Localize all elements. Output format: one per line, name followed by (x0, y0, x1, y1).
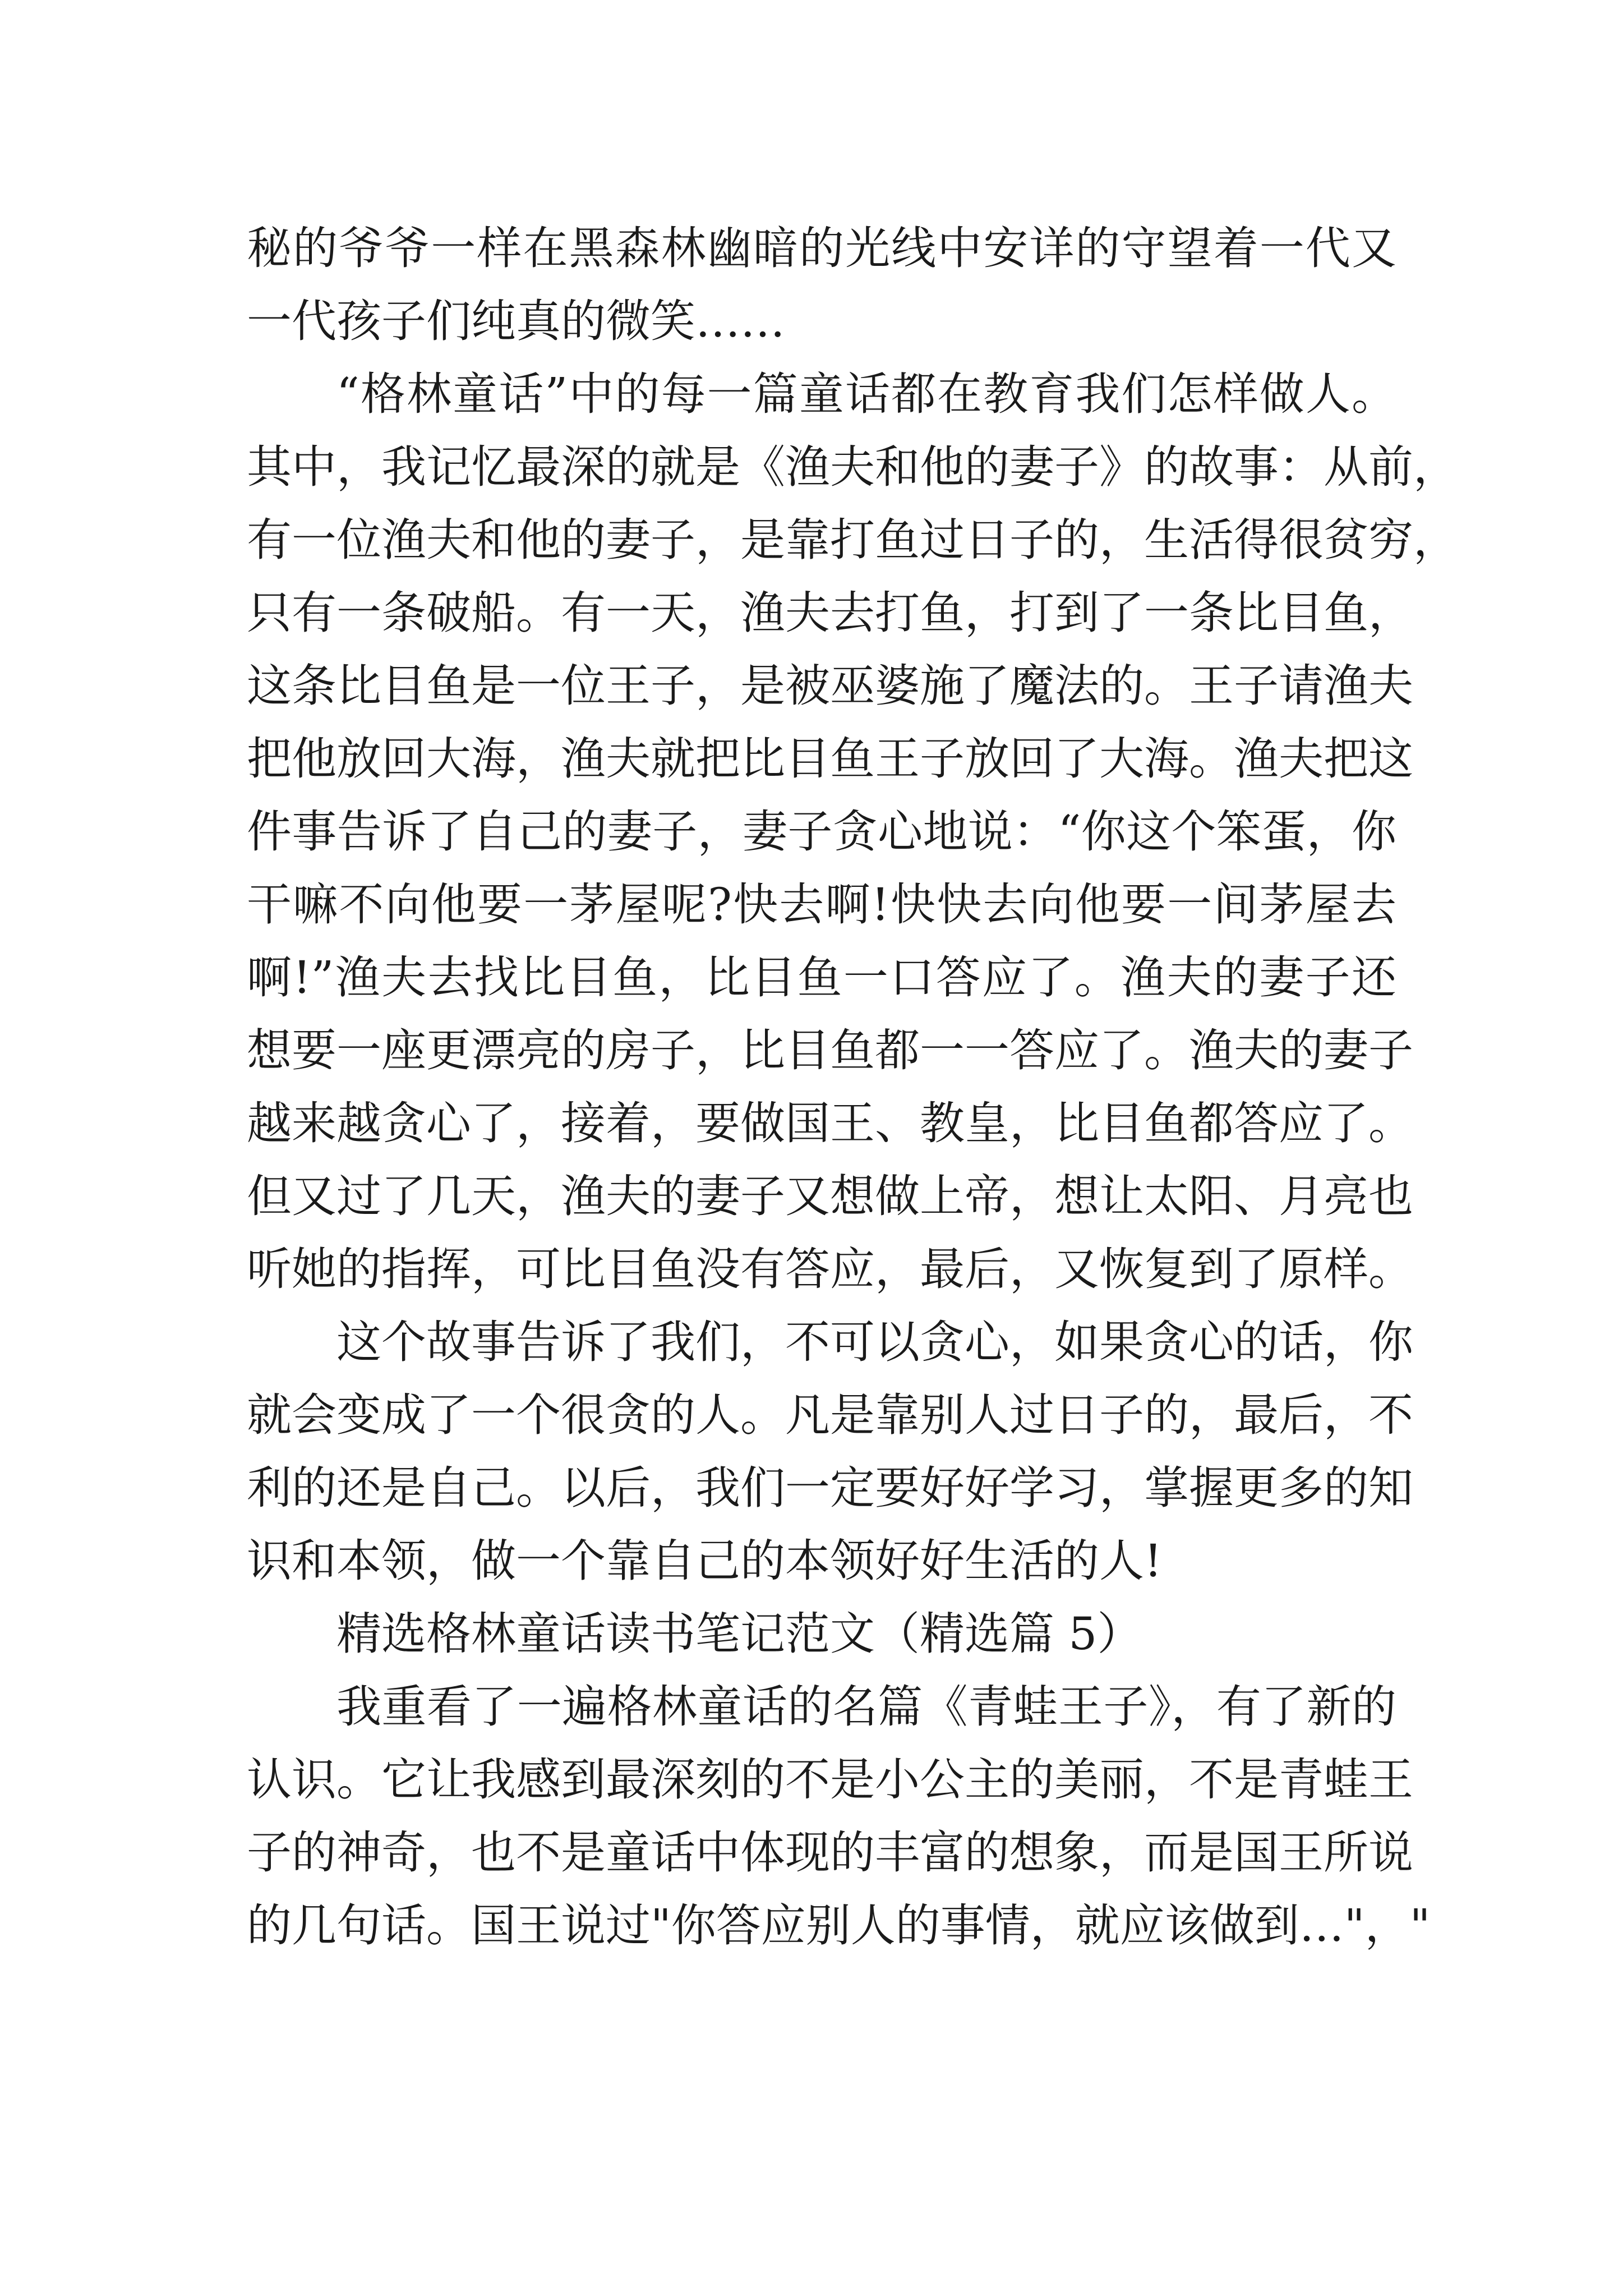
section-heading: 精选格林童话读书笔记范文（精选篇 5） (336, 1608, 1142, 1660)
text-line: 啊!”渔夫去找比目鱼，比目鱼一口答应了。渔夫的妻子还 (247, 951, 1396, 1004)
text-line: 只有一条破船。有一天，渔夫去打鱼，打到了一条比目鱼， (247, 587, 1413, 639)
paragraph-moral (247, 1306, 1413, 1598)
text-line: 我重看了一遍格林童话的名篇《青蛙王子》，有了新的 (336, 1681, 1396, 1733)
text-line: 的几句话。国王说过"你答应别人的事情，就应该做到…"，" (247, 1899, 1431, 1952)
text-line: 件事告诉了自己的妻子，妻子贪心地说：“你这个笨蛋，你 (247, 806, 1396, 858)
text-line: 越来越贪心了，接着，要做国王、教皇，比目鱼都答应了。 (247, 1097, 1413, 1149)
text-line: 这条比目鱼是一位王子，是被巫婆施了魔法的。王子请渔夫 (247, 660, 1413, 712)
text-line: 把他放回大海，渔夫就把比目鱼王子放回了大海。渔夫把这 (247, 733, 1413, 785)
text-line: 这个故事告诉了我们，不可以贪心，如果贪心的话，你 (336, 1316, 1413, 1368)
text-line: 认识。它让我感到最深刻的不是小公主的美丽，不是青蛙王 (247, 1754, 1413, 1806)
text-line: 就会变成了一个很贪的人。凡是靠别人过日子的，最后，不 (247, 1389, 1413, 1441)
text-line: 秘的爷爷一样在黑森林幽暗的光线中安详的守望着一代又 (247, 222, 1396, 274)
text-line: 其中，我记忆最深的就是《渔夫和他的妻子》的故事：从前， (247, 441, 1458, 493)
text-line: 一代孩子们纯真的微笑…… (247, 295, 785, 347)
text-line: 听她的指挥，可比目鱼没有答应，最后，又恢复到了原样。 (247, 1243, 1413, 1295)
text-line: 子的神奇，也不是童话中体现的丰富的想象，而是国王所说 (247, 1826, 1413, 1879)
text-line: “格林童话”中的每一篇童话都在教育我们怎样做人。 (336, 368, 1396, 420)
paragraph-frog-prince (247, 1671, 1431, 1962)
text-line: 有一位渔夫和他的妻子，是靠打鱼过日子的，生活得很贫穷， (247, 514, 1458, 566)
text-line: 想要一座更漂亮的房子，比目鱼都一一答应了。渔夫的妻子 (247, 1024, 1413, 1076)
document-body (247, 212, 1458, 1962)
text-line: 干嘛不向他要一茅屋呢?快去啊!快快去向他要一间茅屋去 (247, 878, 1396, 931)
paragraph-continuation (247, 212, 1396, 358)
text-line: 利的还是自己。以后，我们一定要好好学习，掌握更多的知 (247, 1462, 1413, 1514)
text-line: 识和本领，做一个靠自己的本领好好生活的人! (247, 1535, 1163, 1587)
text-line: 但又过了几天，渔夫的妻子又想做上帝，想让太阳、月亮也 (247, 1170, 1413, 1222)
paragraph-fisherman-story (247, 358, 1458, 1306)
